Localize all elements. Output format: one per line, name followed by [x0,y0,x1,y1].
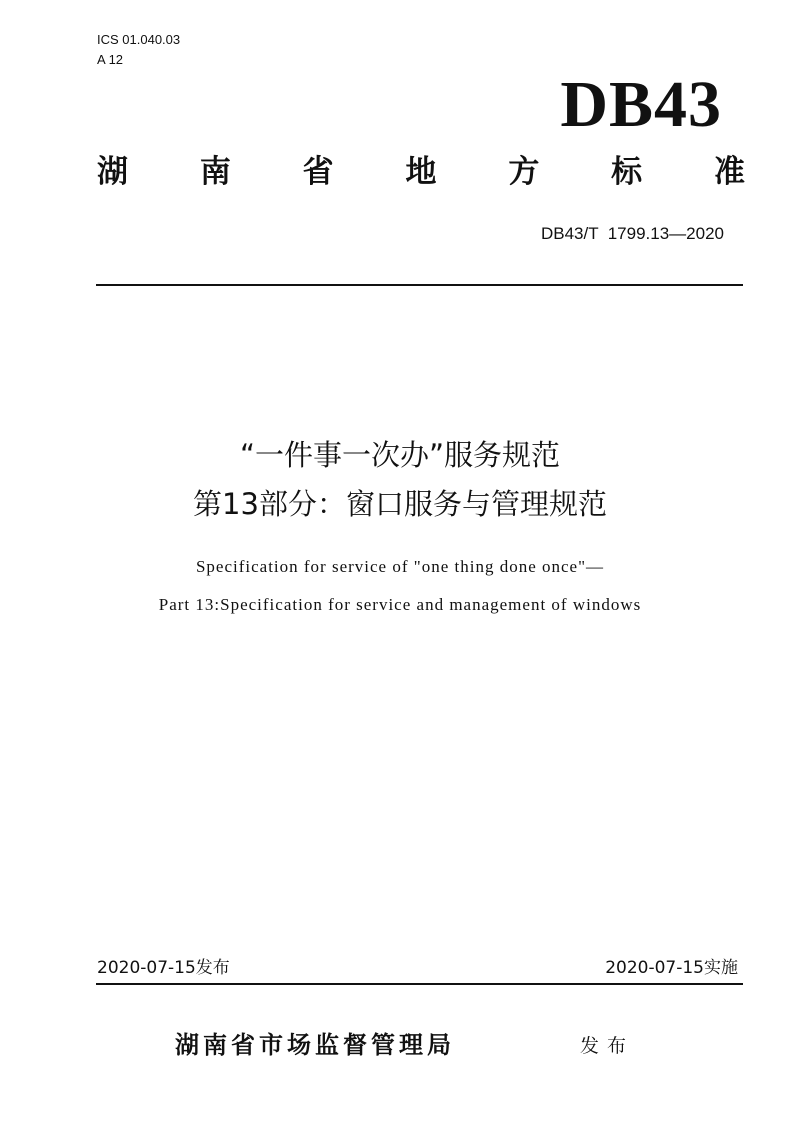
standard-type-char: 准 [713,154,745,190]
en-title-line2: Part 13:Specification for service and management of windows [158,595,642,614]
cn-title-line2: 第13部分：窗口服务与管理规范 [193,487,607,521]
standard-type-char: 南 [199,154,231,190]
header-divider [96,284,743,286]
standard-type-char: 方 [508,154,540,190]
issue-label: 发布 [580,1035,635,1057]
standard-type-title [97,154,745,190]
publish-date: 2020-07-15发布 [97,958,230,978]
ics-code: ICS 01.040.03 [97,32,181,47]
standard-type-char: 地 [405,154,437,190]
cn-title-line1: “一件事一次办”服务规范 [239,438,561,472]
ccs-code: A 12 [97,52,124,67]
en-title-line1: Specification for service of "one thing done once"— [195,557,605,576]
footer-divider [96,983,743,985]
standard-type-char: 省 [302,154,334,190]
implement-date: 2020-07-15实施 [605,958,738,978]
standard-number: DB43/T 1799.13—2020 [540,224,724,243]
standard-type-char: 湖 [97,154,128,190]
issuing-authority: 湖南省市场监督管理局 [175,1031,455,1059]
db-logo: DB43 [560,68,722,141]
standard-type-char: 标 [611,154,643,190]
